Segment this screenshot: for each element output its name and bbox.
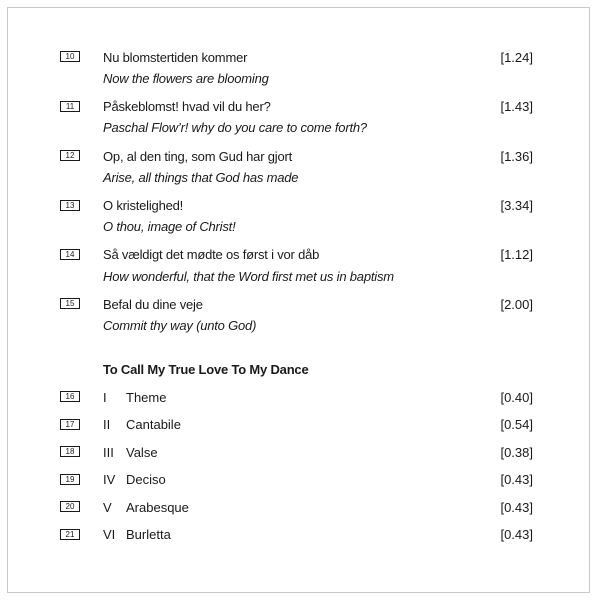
track-translation: Arise, all things that God has made <box>103 170 299 185</box>
track-duration: [2.00] <box>500 297 533 312</box>
track-duration: [1.24] <box>500 50 533 65</box>
movement-title: Deciso <box>126 472 166 487</box>
track-duration: [0.43] <box>500 527 533 542</box>
movement-title: Cantabile <box>126 417 181 432</box>
track-title: Så vældigt det mødte os først i vor dåb <box>103 247 320 262</box>
movement-roman-numeral: III <box>103 445 114 460</box>
track-translation: Commit thy way (unto God) <box>103 318 257 333</box>
track-duration: [1.36] <box>500 149 533 164</box>
track-duration: [0.54] <box>500 417 533 432</box>
track-title: Op, al den ting, som Gud har gjort <box>103 149 293 164</box>
track-duration: [1.43] <box>500 99 533 114</box>
movement-title: Burletta <box>126 527 171 542</box>
track-number-box: 12 <box>60 150 80 161</box>
movement-roman-numeral: V <box>103 500 112 515</box>
track-number-box: 17 <box>60 419 80 430</box>
track-duration: [3.34] <box>500 198 533 213</box>
track-translation: How wonderful, that the Word first met us in baptism <box>103 269 394 284</box>
track-duration: [0.43] <box>500 500 533 515</box>
movement-roman-numeral: VI <box>103 527 116 542</box>
track-translation: Paschal Flow’r! why do you care to come forth? <box>103 120 367 135</box>
movement-roman-numeral: IV <box>103 472 116 487</box>
movement-title: Theme <box>126 390 167 405</box>
track-number-box: 14 <box>60 249 80 260</box>
movement-roman-numeral: I <box>103 390 107 405</box>
track-title: Nu blomstertiden kommer <box>103 50 248 65</box>
track-duration: [0.38] <box>500 445 533 460</box>
track-translation: Now the flowers are blooming <box>103 71 269 86</box>
movement-roman-numeral: II <box>103 417 111 432</box>
track-number-box: 21 <box>60 529 80 540</box>
track-number-box: 18 <box>60 446 80 457</box>
track-title: Befal du dine veje <box>103 297 203 312</box>
track-title: O kristelighed! <box>103 198 184 213</box>
track-number-box: 16 <box>60 391 80 402</box>
track-title: Påskeblomst! hvad vil du her? <box>103 99 271 114</box>
track-duration: [1.12] <box>500 247 533 262</box>
track-number-box: 15 <box>60 298 80 309</box>
track-number-box: 10 <box>60 51 80 62</box>
track-duration: [0.43] <box>500 472 533 487</box>
track-number-box: 20 <box>60 501 80 512</box>
track-translation: O thou, image of Christ! <box>103 219 236 234</box>
track-number-box: 11 <box>60 101 80 112</box>
track-duration: [0.40] <box>500 390 533 405</box>
track-number-box: 13 <box>60 200 80 211</box>
section-heading: To Call My True Love To My Dance <box>103 362 309 377</box>
movement-title: Valse <box>126 445 158 460</box>
movement-title: Arabesque <box>126 500 189 515</box>
track-number-box: 19 <box>60 474 80 485</box>
